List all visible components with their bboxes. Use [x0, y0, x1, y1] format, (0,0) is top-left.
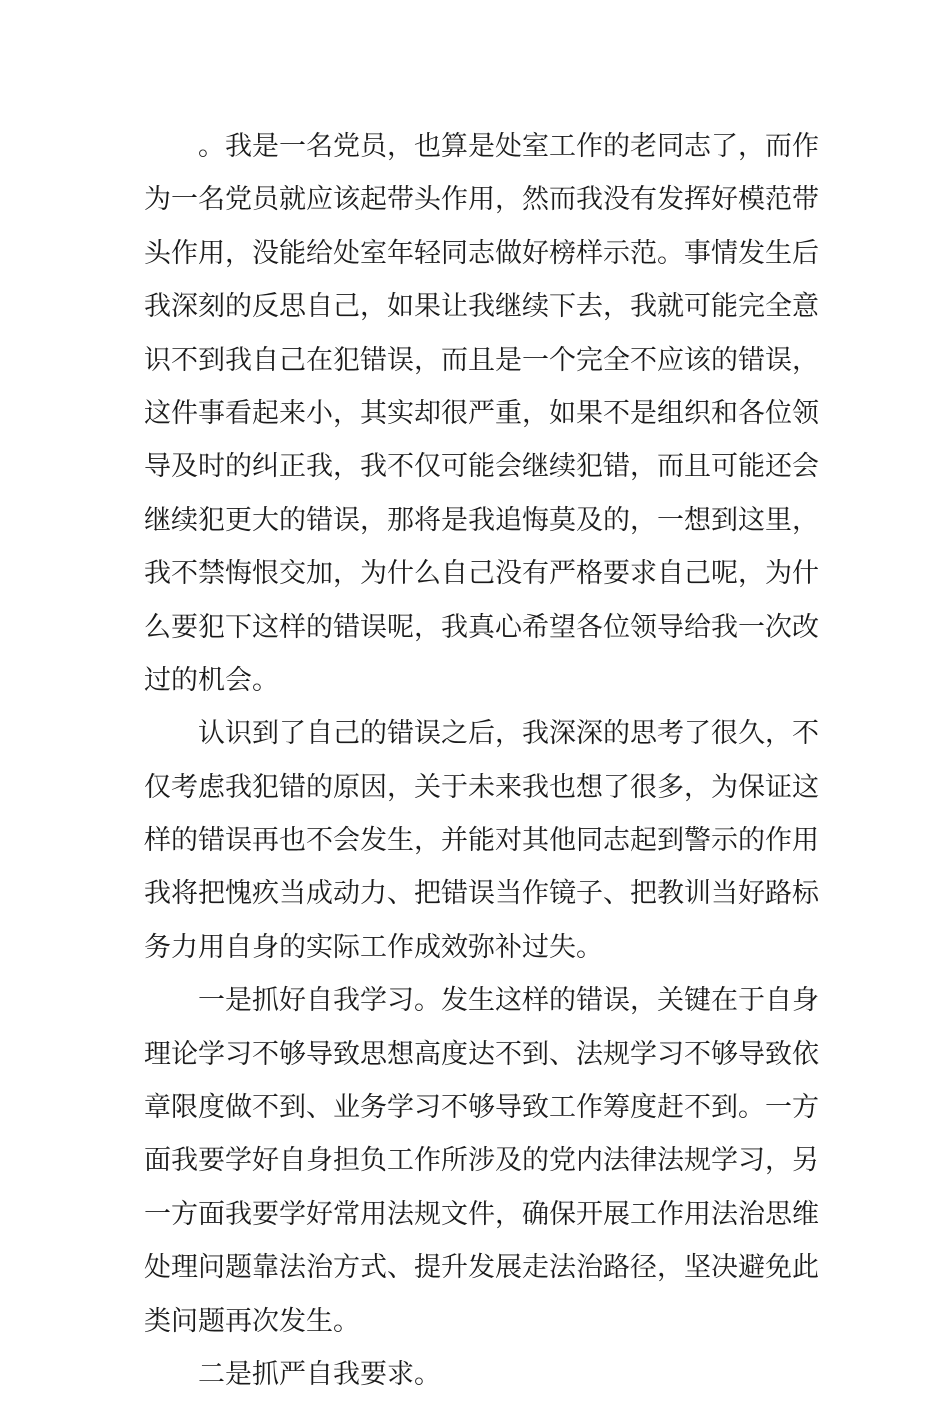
text-line: 二是抓严自我要求。 [198, 1358, 441, 1390]
text-line: 理论学习不够导致思想高度达不到、法规学习不够导致依 [144, 1038, 819, 1070]
document-body [144, 120, 819, 1401]
text-line: 我将把愧疚当成动力、把错误当作镜子、把教训当好路标 [144, 878, 819, 910]
text-line: 过的机会。 [144, 664, 279, 696]
text-line: 务力用自身的实际工作成效弥补过失。 [144, 931, 603, 963]
paragraph-4 [144, 1348, 810, 1401]
paragraph-3 [144, 974, 819, 1348]
text-line: 我不禁悔恨交加，为什么自己没有严格要求自己呢，为什 [144, 558, 819, 590]
text-line: 仅考虑我犯错的原因，关于未来我也想了很多，为保证这 [144, 771, 819, 803]
paragraph-1 [144, 120, 819, 707]
text-line: 识不到我自己在犯错误，而且是一个完全不应该的错误， [144, 344, 819, 376]
paragraph-2 [144, 707, 819, 974]
text-line: 面我要学好自身担负工作所涉及的党内法律法规学习，另 [144, 1145, 819, 1177]
text-line: 我深刻的反思自己，如果让我继续下去，我就可能完全意 [144, 291, 819, 323]
text-line: 为一名党员就应该起带头作用，然而我没有发挥好模范带 [144, 184, 819, 216]
text-line: 认识到了自己的错误之后，我深深的思考了很久，不 [198, 718, 819, 750]
text-line: 处理问题靠法治方式、提升发展走法治路径，坚决避免此 [144, 1252, 819, 1284]
text-line: 。我是一名党员，也算是处室工作的老同志了，而作 [198, 131, 819, 162]
text-line: 一方面我要学好常用法规文件，确保开展工作用法治思维 [144, 1198, 819, 1230]
text-line: 章限度做不到、业务学习不够导致工作筹度赶不到。一方 [144, 1092, 819, 1124]
text-line: 样的错误再也不会发生，并能对其他同志起到警示的作用 [144, 825, 819, 857]
text-line: 么要犯下这样的错误呢，我真心希望各位领导给我一次改 [144, 611, 819, 643]
text-line: 导及时的纠正我，我不仅可能会继续犯错，而且可能还会 [144, 451, 819, 483]
text-line: 类问题再次发生。 [144, 1305, 360, 1337]
text-line: 头作用，没能给处室年轻同志做好榜样示范。事情发生后 [144, 237, 819, 269]
text-line: 继续犯更大的错误，那将是我追悔莫及的，一想到这里， [144, 504, 819, 536]
text-line: 一是抓好自我学习。发生这样的错误，关键在于自身 [198, 985, 819, 1017]
text-line: 这件事看起来小，其实却很严重，如果不是组织和各位领 [144, 397, 819, 429]
